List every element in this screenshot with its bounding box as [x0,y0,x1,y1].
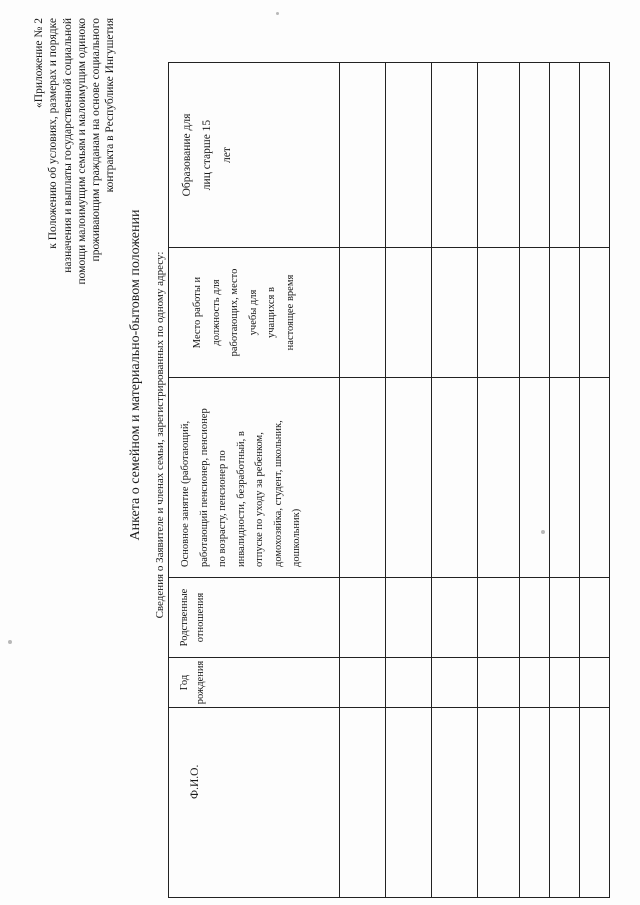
header-text: Место работы и [192,276,203,349]
table-row [340,63,386,898]
column-header-occupation [169,378,340,578]
table-cell [386,708,432,898]
header-text: Образование для [181,113,193,197]
table-cell [386,63,432,248]
header-text: учебы для [247,289,259,336]
header-text: Основное занятие (работающий, [180,420,191,567]
column-header-workplace [169,248,340,378]
scan-speck [276,12,279,15]
table-cell [520,248,550,378]
table-cell [386,578,432,658]
table-cell [340,378,386,578]
table-cell [432,708,478,898]
table-cell [340,248,386,378]
table-row [580,63,610,898]
header-text: работающий пенсионер, пенсионер [198,408,210,567]
table-cell [520,708,550,898]
header-line: назначения и выплаты государственной социальной [61,18,74,273]
column-header-relation [169,578,340,658]
table-cell [580,708,610,898]
table-cell [550,378,580,578]
table-row [386,63,432,898]
scan-speck [541,530,545,534]
table-cell [520,658,550,708]
table-cell [340,658,386,708]
header-text: должность для [210,279,222,346]
header-text: инвалидности, безработный, в [235,431,247,567]
form-subtitle: Сведения о Заявителе и членах семьи, зарегистрированных по одному адресу: [154,251,166,619]
header-text: лет [221,147,233,163]
form-title: Анкета о семейном и материально-бытовом положении [128,209,143,541]
header-line: к Положению об условиях, размерах и порядке [47,18,60,249]
table-cell [580,378,610,578]
table-row [520,63,550,898]
header-text: Родственные [179,588,190,647]
family-members-table [168,62,610,898]
header-text: работающих, место [229,268,240,357]
appendix-header [32,18,118,378]
table-cell [432,248,478,378]
header-text: лиц старше 15 [201,119,213,191]
header-text: дошкольник) [291,508,302,567]
header-text: Ф.И.О. [189,764,201,799]
column-header-education [169,63,340,248]
table-cell [478,708,520,898]
table-cell [432,578,478,658]
table-cell [520,578,550,658]
header-text: домохозяйка, студент, школьник, [272,420,284,567]
header-line: «Приложение № 2 [33,18,45,108]
table-cell [580,578,610,658]
table-cell [550,578,580,658]
header-line: контракта в Республике Ингушетия [104,18,117,193]
table-cell [340,63,386,248]
table-cell [432,378,478,578]
table-header-row [169,63,340,898]
table-row [550,63,580,898]
table-cell [478,658,520,708]
header-text: отношения [195,592,206,643]
table-cell [478,378,520,578]
header-text: настоящее время [284,274,296,351]
table-row [478,63,520,898]
table-cell [550,63,580,248]
table-cell [550,658,580,708]
table-cell [478,63,520,248]
table-cell [340,578,386,658]
header-text: по возрасту, пенсионер по [217,450,228,567]
header-text: рождения [195,660,206,705]
scan-speck [8,640,12,644]
table-cell [432,658,478,708]
table-cell [386,658,432,708]
table-cell [386,248,432,378]
table-cell [520,63,550,248]
table-cell [478,248,520,378]
header-text: отпуске по уходу за ребенком, [254,432,265,567]
table-cell [580,63,610,248]
header-text: учащихся в [266,287,277,338]
header-line: проживающим гражданам на основе социального [90,18,103,262]
table-row [432,63,478,898]
table-cell [550,248,580,378]
table-cell [580,248,610,378]
table-cell [432,63,478,248]
header-line: помощи малоимущим семьям и малоимущим одиноко [75,18,88,285]
table-cell [580,658,610,708]
table-cell [386,378,432,578]
column-header-fio [169,708,340,898]
table-cell [340,708,386,898]
header-text: Год [179,674,190,691]
column-header-birth-year [169,658,340,708]
table-cell [520,378,550,578]
table-cell [550,708,580,898]
table-cell [478,578,520,658]
